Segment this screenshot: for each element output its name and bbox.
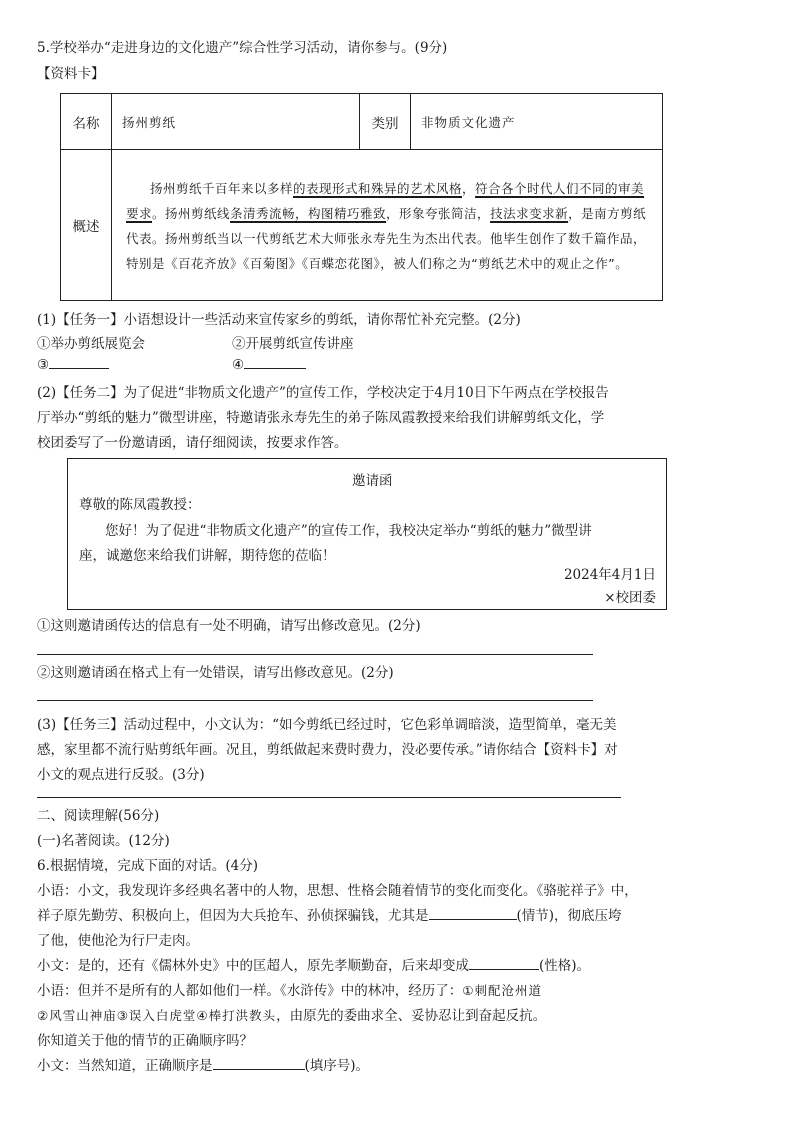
answer-blank[interactable] — [213, 1057, 305, 1070]
dialogue-3-line-2: ②风雪山神庙③误入白虎堂④棒打洪教头，由原先的委曲求全、妥协忍让到奋起反抗。 — [37, 1008, 547, 1024]
task2-line-2: 厅举办“剪纸的魅力”微型讲座，特邀请张永寿先生的弟子陈凤霞教授来给我们讲解剪纸文化，学 — [37, 410, 605, 426]
task3-line-2: 感，家里都不流行贴剪纸年画。况且，剪纸做起来费时费力，没必要传承。”请你结合【资料卡】对 — [37, 742, 618, 758]
answer-blank[interactable] — [429, 907, 517, 920]
name-value: 扬州剪纸 — [112, 94, 360, 150]
name-label: 名称 — [61, 94, 112, 150]
answer-line-3[interactable] — [37, 797, 621, 798]
task2-sub-1: ①这则邀请函传达的信息有一处不明确，请写出修改意见。(2分) — [37, 618, 421, 634]
dialogue-1-line-1: 小语：小文，我发现许多经典名著中的人物，思想、性格会随着情节的变化而变化。《骆驼祥子》中， — [37, 883, 638, 899]
answer-blank[interactable] — [469, 957, 539, 970]
dialogue-1-line-3: 了他，使他沦为行尸走肉。 — [37, 933, 199, 949]
task1-option-1: ①举办剪纸展览会 — [37, 336, 145, 352]
answer-blank[interactable] — [244, 356, 306, 369]
underline-1: 的表现形式和殊异的艺术风格 — [293, 181, 463, 196]
card-label: 【资料卡】 — [37, 66, 105, 82]
answer-line-2[interactable] — [37, 700, 593, 701]
question-5-title: 5.学校举办“走进身边的文化遗产”综合性学习活动，请你参与。(9分) — [37, 40, 448, 56]
task1-option-2: ②开展剪纸宣传讲座 — [232, 336, 354, 352]
answer-line-1[interactable] — [37, 654, 593, 655]
task2-line-3: 校团委写了一份邀请函，请仔细阅读，按要求作答。 — [37, 435, 348, 451]
invitation-body-2: 座，诚邀您来给我们讲解，期待您的莅临！ — [79, 548, 336, 564]
dialogue-3-line-1: 小语：但并不是所有的人都如他们一样。《水浒传》中的林冲，经历了：①刺配沧州道 — [37, 983, 542, 999]
task1-text: (1)【任务一】小语想设计一些活动来宣传家乡的剪纸，请你帮忙补充完整。(2分) — [37, 312, 521, 328]
dialogue-2: 小文：是的，还有《儒林外史》中的匡超人，原先孝顺勤奋，后来却变成 (性格)。 — [37, 958, 591, 974]
underline-2: 符合各个时代人们不同的审美要求 — [126, 181, 645, 221]
task1-option-4: ④ — [232, 356, 306, 373]
question-6-title: 6.根据情境，完成下面的对话。(4分) — [37, 858, 259, 874]
info-card-table — [60, 93, 663, 301]
invitation-box — [67, 458, 667, 610]
invitation-signature: ×校团委 — [604, 590, 656, 606]
section2-title: 二、阅读理解(56分) — [37, 808, 160, 824]
overview-label: 概述 — [61, 150, 112, 301]
section2-subtitle: (一)名著阅读。(12分) — [37, 833, 170, 849]
underline-4: 技法求变求新 — [490, 206, 569, 221]
task3-line-1: (3)【任务三】活动过程中，小文认为：“如今剪纸已经过时，它色彩单调暗淡，造型简单，毫无美 — [37, 717, 617, 733]
category-value: 非物质文化遗产 — [411, 94, 663, 150]
task3-line-3: 小文的观点进行反驳。(3分) — [37, 767, 205, 783]
dialogue-4: 小文：当然知道，正确顺序是 (填序号)。 — [37, 1058, 370, 1074]
invitation-salutation: 尊敬的陈凤霞教授： — [79, 497, 201, 513]
answer-blank[interactable] — [49, 356, 109, 369]
category-label: 类别 — [360, 94, 411, 150]
task1-option-3: ③ — [37, 356, 109, 373]
task2-line-1: (2)【任务二】为了促进“非物质文化遗产”的宣传工作，学校决定于4月10日下午两点在学校报告 — [37, 385, 609, 401]
overview-text: 扬州剪纸千百年来以多样的表现形式和殊异的艺术风格，符合各个时代人们不同的审美要求。扬州剪纸线条清秀流畅，构图精巧雅致，形象夸张简洁，技法求变求新，是南方剪纸代表。扬州剪纸当以一代剪纸艺术大师张永寿先生为杰出代表。他毕生创作了数千篇作品，特别是《百花齐放》《百菊图》《百蝶恋花图》，被人们称之为“剪纸艺术中的观止之作”。 — [112, 150, 663, 301]
dialogue-3-line-3: 你知道关于他的情节的正确顺序吗？ — [37, 1033, 253, 1049]
invitation-body-1: 您好！为了促进“非物质文化遗产”的宣传工作，我校决定举办“剪纸的魅力”微型讲 — [105, 523, 592, 539]
invitation-title: 邀请函 — [352, 473, 393, 489]
invitation-date: 2024年4月1日 — [563, 567, 656, 583]
dialogue-1-line-2: 祥子原先勤劳、积极向上，但因为大兵抢车、孙侦探骗钱，尤其是 (情节)，彻底压垮 — [37, 908, 622, 924]
underline-3: 条清秀流畅，构图精巧雅致 — [230, 206, 387, 221]
task2-sub-2: ②这则邀请函在格式上有一处错误，请写出修改意见。(2分) — [37, 665, 394, 681]
